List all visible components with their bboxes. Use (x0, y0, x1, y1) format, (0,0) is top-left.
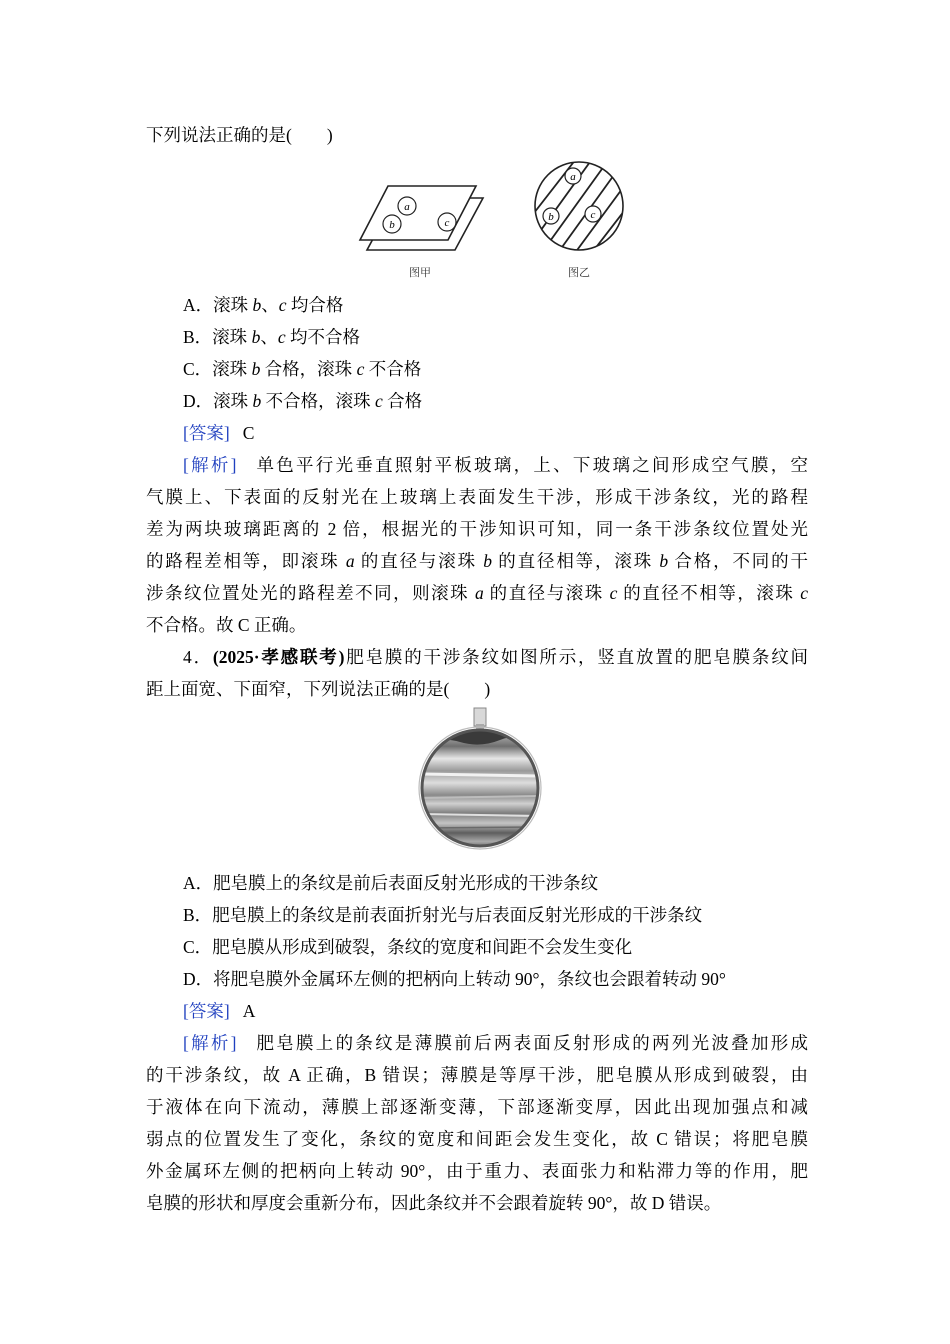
q3-analysis-line6: 不合格。故 C 正确。 (146, 615, 307, 635)
q4-answer (183, 998, 808, 1024)
answer-value: C (242, 423, 255, 443)
analysis-tag: [解析] (183, 455, 237, 475)
q4-analysis-line5: 外金属环左侧的把柄向上转动 90°，由于重力、表面张力和粘滞力等的作用，肥 (146, 1161, 808, 1181)
q4-analysis-line4: 弱点的位置发生了变化，条纹的宽度和间距会发生变化，故 C 错误；将肥皂膜 (146, 1129, 808, 1149)
ball-label-b: b (389, 219, 395, 231)
glass-plates-figure (355, 178, 495, 258)
q4-number: 4． (183, 647, 213, 667)
fringe-circle-figure (533, 160, 625, 252)
soap-film-photo (400, 706, 560, 858)
q4-option-c: C．肥皂膜从形成到破裂，条纹的宽度和间距不会发生变化 (183, 937, 633, 957)
q3-stem: 下列说法正确的是( ) (146, 125, 333, 145)
q3-answer (183, 420, 808, 446)
q4-stem-line1: 4．(2025·孝感联考)肥皂膜的干涉条纹如图所示，竖直放置的肥皂膜条纹间 (183, 647, 809, 667)
ball-label-a2: a (570, 171, 576, 183)
answer-tag: [答案] (183, 1001, 230, 1021)
answer-value: A (242, 1001, 256, 1021)
ball-label-c: c (444, 217, 450, 229)
q4-analysis-line3: 于液体在向下流动，薄膜上部逐渐变薄，下部逐渐变厚，因此出现加强点和减 (146, 1097, 808, 1117)
q3-analysis-line1: [解析] 单色平行光垂直照射平板玻璃，上、下玻璃之间形成空气膜，空 (183, 455, 809, 475)
answer-tag: [答案] (183, 423, 230, 443)
q3-option-d: D．滚珠 b 不合格，滚珠 c 合格 (183, 391, 423, 411)
q4-stem-line2: 距上面宽、下面窄，下列说法正确的是( ) (146, 679, 491, 699)
ball-label-a: a (404, 201, 410, 213)
q4-analysis-line1: [解析] 肥皂膜上的条纹是薄膜前后两表面反射形成的两列光波叠加形成 (183, 1033, 809, 1053)
q3-analysis-line3: 差为两块玻璃距离的 2 倍，根据光的干涉知识可知，同一条干涉条纹位置处光 (146, 519, 808, 539)
q4-option-a: A．肥皂膜上的条纹是前后表面反射光形成的干涉条纹 (183, 873, 599, 893)
q3-option-c: C．滚珠 b 合格，滚珠 c 不合格 (183, 359, 422, 379)
q3-analysis-line5: 涉条纹位置处光的路程差不同，则滚珠 a 的直径与滚珠 c 的直径不相等，滚珠 c (146, 583, 809, 603)
q4-option-d: D．将肥皂膜外金属环左侧的把柄向上转动 90°，条纹也会跟着转动 90° (183, 969, 726, 989)
q4-analysis-line6: 皂膜的形状和厚度会重新分布，因此条纹并不会跟着旋转 90°，故 D 错误。 (146, 1193, 722, 1213)
q3-option-a: A．滚珠 b、c 均合格 (183, 295, 344, 315)
fig-left-caption: 图甲 (409, 266, 431, 279)
q3-analysis-line2: 气膜上、下表面的反射光在上玻璃上表面发生干涉，形成干涉条纹，光的路程 (146, 487, 808, 507)
ball-label-b2: b (548, 211, 554, 223)
analysis-tag: [解析] (183, 1033, 237, 1053)
q4-option-b: B．肥皂膜上的条纹是前表面折射光与后表面反射光形成的干涉条纹 (183, 905, 703, 925)
ball-label-c2: c (590, 209, 596, 221)
q3-analysis-line4: 的路程差相等，即滚珠 a 的直径与滚珠 b 的直径相等，滚珠 b 合格，不同的干 (146, 551, 809, 571)
q3-option-b: B．滚珠 b、c 均不合格 (183, 327, 360, 347)
q4-source: (2025·孝感联考) (212, 647, 345, 667)
q4-analysis-line2: 的干涉条纹，故 A 正确，B 错误；薄膜是等厚干涉，肥皂膜从形成到破裂，由 (146, 1065, 808, 1085)
fig-right-caption: 图乙 (568, 266, 590, 279)
